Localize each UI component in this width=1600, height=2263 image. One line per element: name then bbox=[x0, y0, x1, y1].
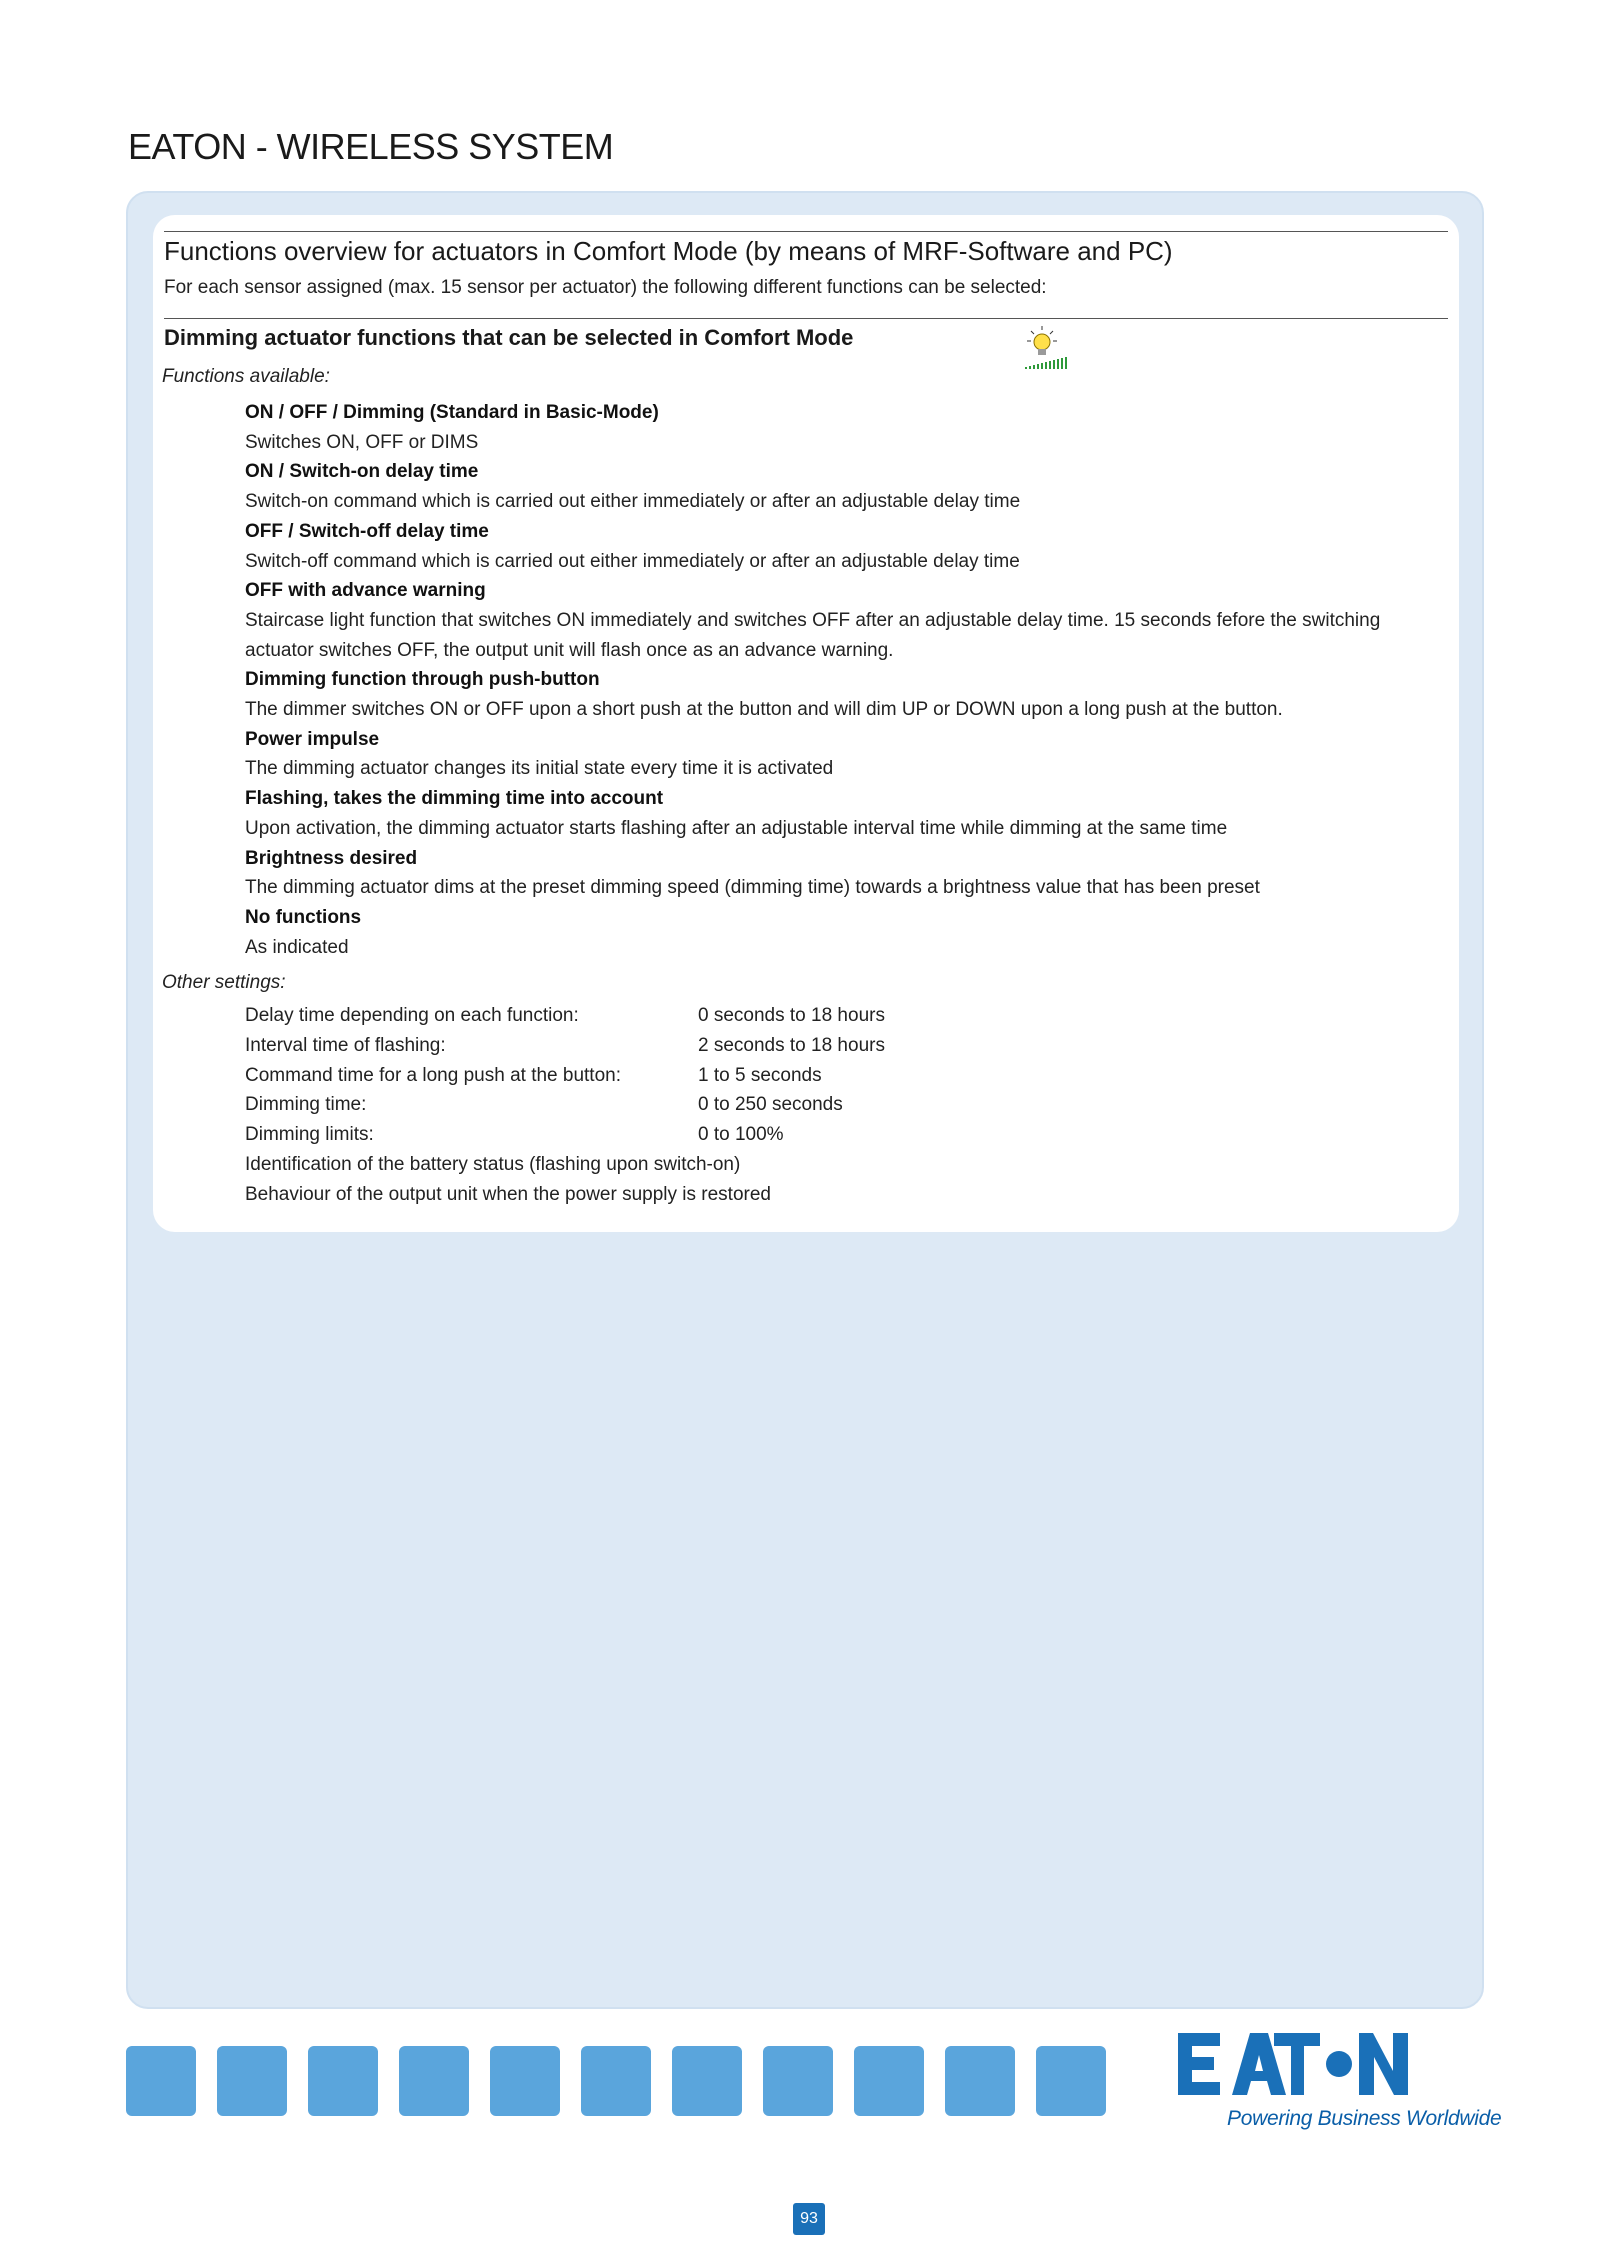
section-tab[interactable] bbox=[490, 2046, 560, 2116]
setting-label: Command time for a long push at the button: bbox=[245, 1064, 621, 1086]
function-description: Switch-off command which is carried out either immediately or after an adjustable delay time bbox=[245, 550, 1020, 572]
function-description: As indicated bbox=[245, 936, 349, 958]
setting-label: Delay time depending on each function: bbox=[245, 1005, 579, 1026]
settings-table bbox=[245, 1001, 885, 1210]
section-tab[interactable] bbox=[945, 2046, 1015, 2116]
setting-label: Interval time of flashing: bbox=[245, 1034, 446, 1056]
functions-list bbox=[245, 398, 1445, 962]
settings-row bbox=[245, 1031, 885, 1061]
top-divider bbox=[164, 231, 1448, 232]
setting-label: Dimming time: bbox=[245, 1094, 367, 1116]
section-tab[interactable] bbox=[308, 2046, 378, 2116]
function-item bbox=[245, 725, 1445, 784]
function-title: Power impulse bbox=[245, 728, 380, 750]
section-tab[interactable] bbox=[126, 2046, 196, 2116]
setting-value: 2 seconds to 18 hours bbox=[698, 1034, 885, 1056]
overview-heading: Functions overview for actuators in Comfort Mode (by means of MRF-Software and PC) bbox=[164, 236, 1173, 266]
extra-setting: Identification of the battery status (flashing upon switch-on) bbox=[245, 1153, 741, 1175]
section-title: Dimming actuator functions that can be selected in Comfort Mode bbox=[164, 325, 854, 350]
function-description: Switches ON, OFF or DIMS bbox=[245, 431, 479, 453]
section-tab[interactable] bbox=[763, 2046, 833, 2116]
function-title: ON / Switch-on delay time bbox=[245, 461, 479, 483]
settings-row bbox=[245, 1090, 885, 1120]
section-tab[interactable] bbox=[217, 2046, 287, 2116]
setting-label: Dimming limits: bbox=[245, 1124, 374, 1146]
overview-subheading: For each sensor assigned (max. 15 sensor per actuator) the following different functions can be selected: bbox=[164, 277, 1047, 298]
eaton-logo bbox=[1178, 2033, 1408, 2095]
setting-value: 0 to 100% bbox=[698, 1124, 784, 1146]
function-item bbox=[245, 576, 1445, 665]
function-title: ON / OFF / Dimming (Standard in Basic-Mode) bbox=[245, 402, 659, 423]
settings-row bbox=[245, 1061, 885, 1091]
function-title: Brightness desired bbox=[245, 847, 418, 869]
function-description: The dimming actuator dims at the preset dimming speed (dimming time) towards a brightness value that has been preset bbox=[245, 877, 1260, 899]
function-title: Flashing, takes the dimming time into account bbox=[245, 788, 664, 810]
function-description: The dimmer switches ON or OFF upon a short push at the button and will dim UP or DOWN upon a long push at the button. bbox=[245, 699, 1283, 721]
tagline: Powering Business Worldwide bbox=[1227, 2107, 1502, 2130]
setting-value: 1 to 5 seconds bbox=[698, 1064, 822, 1086]
other-settings-label: Other settings: bbox=[162, 972, 286, 993]
function-item bbox=[245, 457, 1445, 516]
settings-row bbox=[245, 1120, 885, 1150]
section-tab[interactable] bbox=[672, 2046, 742, 2116]
section-tab[interactable] bbox=[854, 2046, 924, 2116]
function-item bbox=[245, 844, 1445, 903]
function-item bbox=[245, 517, 1445, 576]
function-title: OFF with advance warning bbox=[245, 580, 486, 602]
section-tab[interactable] bbox=[1036, 2046, 1106, 2116]
page-title: EATON - WIRELESS SYSTEM bbox=[128, 126, 614, 167]
function-item bbox=[245, 784, 1445, 843]
setting-value: 0 to 250 seconds bbox=[698, 1094, 843, 1116]
function-title: No functions bbox=[245, 906, 362, 928]
function-title: Dimming function through push-button bbox=[245, 669, 600, 691]
function-description: Staircase light function that switches ON immediately and switches OFF after an adjustable delay time. 15 seconds fefore the switching actuator switches OFF, the output unit will flash once as an advance warning. bbox=[245, 609, 1381, 661]
function-description: Upon activation, the dimming actuator starts flashing after an adjustable interval time while dimming at the same time bbox=[245, 817, 1228, 839]
function-title: OFF / Switch-off delay time bbox=[245, 520, 489, 542]
function-item bbox=[245, 398, 1445, 457]
functions-available-label: Functions available: bbox=[162, 366, 330, 387]
section-divider bbox=[164, 318, 1448, 319]
extra-setting: Behaviour of the output unit when the power supply is restored bbox=[245, 1183, 771, 1205]
light-bulb-dimming-icon bbox=[1022, 324, 1070, 372]
section-tab[interactable] bbox=[399, 2046, 469, 2116]
page-number: 93 bbox=[793, 2203, 825, 2235]
settings-row bbox=[245, 1001, 885, 1031]
function-item bbox=[245, 903, 1445, 962]
setting-value: 0 seconds to 18 hours bbox=[698, 1005, 885, 1026]
function-description: The dimming actuator changes its initial state every time it is activated bbox=[245, 758, 834, 780]
section-tab[interactable] bbox=[581, 2046, 651, 2116]
function-description: Switch-on command which is carried out either immediately or after an adjustable delay time bbox=[245, 491, 1021, 513]
function-item bbox=[245, 665, 1445, 724]
